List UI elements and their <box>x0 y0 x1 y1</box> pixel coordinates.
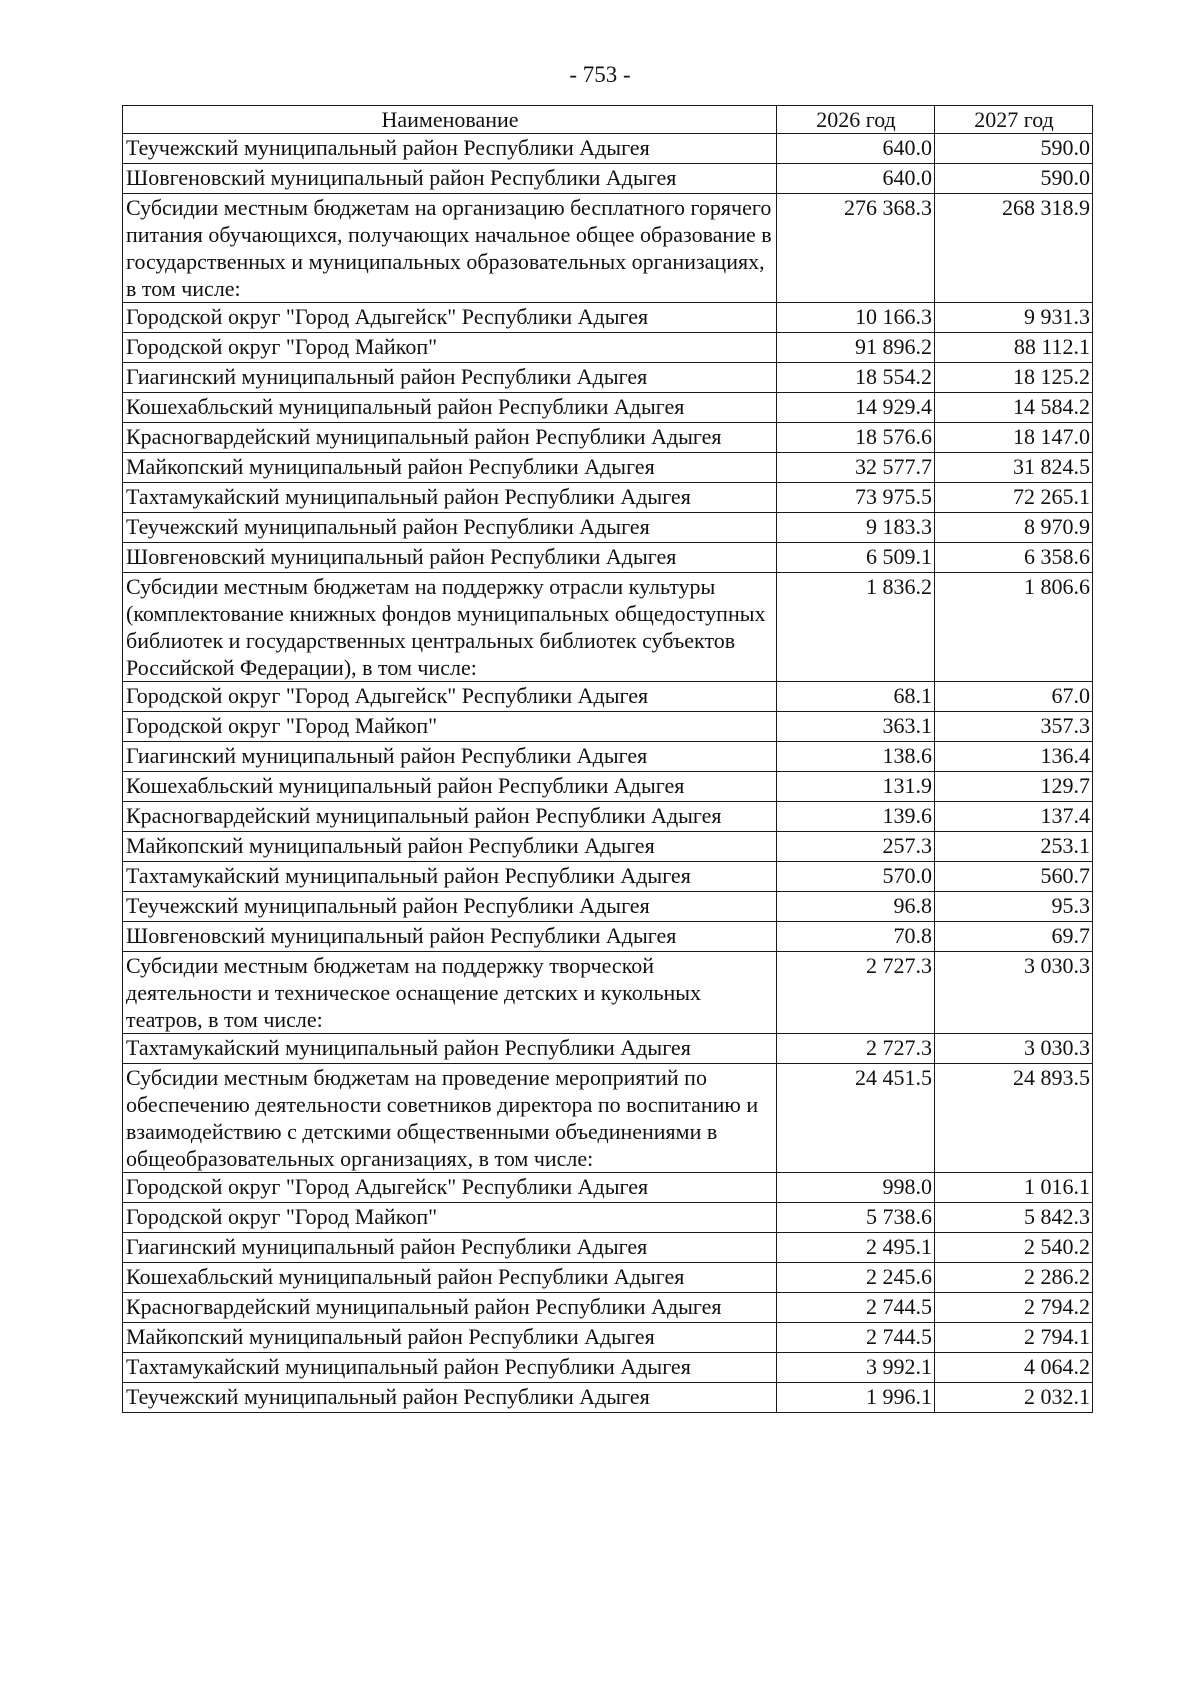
table-row <box>123 1233 1093 1263</box>
row-value-2027: 2 286.2 <box>935 1263 1093 1293</box>
row-value-2026: 570.0 <box>777 862 935 892</box>
row-name: Тахтамукайский муниципальный район Республики Адыгея <box>123 483 777 513</box>
row-value-2027: 72 265.1 <box>935 483 1093 513</box>
table-row <box>123 393 1093 423</box>
table-row <box>123 952 1093 1034</box>
table-row <box>123 1034 1093 1064</box>
row-name: Городской округ "Город Адыгейск" Республики Адыгея <box>123 303 777 333</box>
row-value-2026: 9 183.3 <box>777 513 935 543</box>
row-value-2027: 14 584.2 <box>935 393 1093 423</box>
row-name: Субсидии местным бюджетам на поддержку творческой деятельности и техническое оснащение детских и кукольных театров, в том числе: <box>123 952 777 1034</box>
row-name: Кошехабльский муниципальный район Республики Адыгея <box>123 772 777 802</box>
row-name: Субсидии местным бюджетам на поддержку отрасли культуры (комплектование книжных фондов муниципальных общедоступных библиотек и государственных центральных библиотек субъектов Российской Федерации), в том числе: <box>123 573 777 682</box>
row-value-2026: 363.1 <box>777 712 935 742</box>
table-row <box>123 832 1093 862</box>
row-value-2026: 139.6 <box>777 802 935 832</box>
row-name: Майкопский муниципальный район Республики Адыгея <box>123 1323 777 1353</box>
row-value-2027: 24 893.5 <box>935 1064 1093 1173</box>
row-value-2027: 590.0 <box>935 164 1093 194</box>
row-value-2026: 2 727.3 <box>777 952 935 1034</box>
row-value-2026: 257.3 <box>777 832 935 862</box>
column-header-2026: 2026 год <box>777 106 935 134</box>
row-value-2027: 69.7 <box>935 922 1093 952</box>
table-row <box>123 922 1093 952</box>
table-row <box>123 862 1093 892</box>
row-value-2026: 2 744.5 <box>777 1293 935 1323</box>
row-name: Гиагинский муниципальный район Республики Адыгея <box>123 1233 777 1263</box>
table-row <box>123 742 1093 772</box>
row-value-2026: 2 495.1 <box>777 1233 935 1263</box>
row-value-2027: 357.3 <box>935 712 1093 742</box>
row-value-2027: 31 824.5 <box>935 453 1093 483</box>
row-value-2026: 276 368.3 <box>777 194 935 303</box>
row-value-2027: 560.7 <box>935 862 1093 892</box>
table-row <box>123 194 1093 303</box>
row-name: Городской округ "Город Майкоп" <box>123 1203 777 1233</box>
row-value-2026: 640.0 <box>777 134 935 164</box>
row-value-2027: 4 064.2 <box>935 1353 1093 1383</box>
row-name: Городской округ "Город Адыгейск" Республики Адыгея <box>123 1173 777 1203</box>
table-row <box>123 573 1093 682</box>
row-name: Тахтамукайский муниципальный район Республики Адыгея <box>123 1034 777 1064</box>
row-value-2027: 67.0 <box>935 682 1093 712</box>
row-name: Кошехабльский муниципальный район Республики Адыгея <box>123 393 777 423</box>
row-value-2027: 253.1 <box>935 832 1093 862</box>
table-row <box>123 1064 1093 1173</box>
table-row <box>123 1203 1093 1233</box>
table-header <box>123 106 1093 134</box>
row-value-2027: 95.3 <box>935 892 1093 922</box>
row-value-2027: 268 318.9 <box>935 194 1093 303</box>
row-value-2027: 2 032.1 <box>935 1383 1093 1413</box>
table-row <box>123 1173 1093 1203</box>
table-row <box>123 1263 1093 1293</box>
table-row <box>123 1383 1093 1413</box>
row-value-2027: 3 030.3 <box>935 1034 1093 1064</box>
row-name: Шовгеновский муниципальный район Республики Адыгея <box>123 164 777 194</box>
table-row <box>123 802 1093 832</box>
column-header-2027: 2027 год <box>935 106 1093 134</box>
row-value-2026: 91 896.2 <box>777 333 935 363</box>
row-value-2026: 138.6 <box>777 742 935 772</box>
row-value-2026: 32 577.7 <box>777 453 935 483</box>
row-value-2027: 2 794.1 <box>935 1323 1093 1353</box>
row-name: Майкопский муниципальный район Республики Адыгея <box>123 453 777 483</box>
table-row <box>123 333 1093 363</box>
row-name: Теучежский муниципальный район Республики Адыгея <box>123 1383 777 1413</box>
row-name: Шовгеновский муниципальный район Республики Адыгея <box>123 543 777 573</box>
table-row <box>123 1353 1093 1383</box>
row-name: Шовгеновский муниципальный район Республики Адыгея <box>123 922 777 952</box>
row-name: Красногвардейский муниципальный район Республики Адыгея <box>123 802 777 832</box>
row-name: Гиагинский муниципальный район Республики Адыгея <box>123 363 777 393</box>
table-row <box>123 513 1093 543</box>
row-value-2026: 2 727.3 <box>777 1034 935 1064</box>
row-value-2027: 1 016.1 <box>935 1173 1093 1203</box>
row-value-2027: 18 147.0 <box>935 423 1093 453</box>
row-value-2026: 998.0 <box>777 1173 935 1203</box>
row-name: Городской округ "Город Майкоп" <box>123 333 777 363</box>
row-value-2026: 6 509.1 <box>777 543 935 573</box>
row-value-2026: 1 836.2 <box>777 573 935 682</box>
table-body <box>123 134 1093 1413</box>
row-name: Тахтамукайский муниципальный район Республики Адыгея <box>123 1353 777 1383</box>
row-name: Гиагинский муниципальный район Республики Адыгея <box>123 742 777 772</box>
page-number: - 753 - <box>569 62 631 87</box>
table-row <box>123 363 1093 393</box>
row-name: Теучежский муниципальный район Республики Адыгея <box>123 513 777 543</box>
row-value-2027: 9 931.3 <box>935 303 1093 333</box>
row-value-2027: 136.4 <box>935 742 1093 772</box>
table-row <box>123 483 1093 513</box>
row-value-2026: 1 996.1 <box>777 1383 935 1413</box>
row-value-2027: 137.4 <box>935 802 1093 832</box>
row-value-2026: 73 975.5 <box>777 483 935 513</box>
budget-table <box>122 105 1093 1413</box>
row-value-2027: 18 125.2 <box>935 363 1093 393</box>
row-name: Теучежский муниципальный район Республики Адыгея <box>123 134 777 164</box>
row-name: Субсидии местным бюджетам на организацию бесплатного горячего питания обучающихся, получающих начальное общее образование в государственных и муниципальных образовательных организациях, в том числе: <box>123 194 777 303</box>
row-value-2027: 3 030.3 <box>935 952 1093 1034</box>
table-row <box>123 453 1093 483</box>
table-row <box>123 543 1093 573</box>
row-value-2026: 3 992.1 <box>777 1353 935 1383</box>
row-value-2026: 18 554.2 <box>777 363 935 393</box>
row-value-2026: 70.8 <box>777 922 935 952</box>
row-value-2026: 24 451.5 <box>777 1064 935 1173</box>
row-name: Тахтамукайский муниципальный район Республики Адыгея <box>123 862 777 892</box>
row-value-2027: 88 112.1 <box>935 333 1093 363</box>
row-value-2026: 640.0 <box>777 164 935 194</box>
row-value-2026: 10 166.3 <box>777 303 935 333</box>
row-value-2027: 6 358.6 <box>935 543 1093 573</box>
row-value-2027: 129.7 <box>935 772 1093 802</box>
row-name: Городской округ "Город Майкоп" <box>123 712 777 742</box>
row-value-2026: 2 245.6 <box>777 1263 935 1293</box>
row-value-2026: 68.1 <box>777 682 935 712</box>
table-row <box>123 164 1093 194</box>
table-row <box>123 423 1093 453</box>
row-value-2027: 590.0 <box>935 134 1093 164</box>
row-value-2026: 131.9 <box>777 772 935 802</box>
table-row <box>123 134 1093 164</box>
row-name: Городской округ "Город Адыгейск" Республики Адыгея <box>123 682 777 712</box>
row-value-2026: 2 744.5 <box>777 1323 935 1353</box>
table-row <box>123 712 1093 742</box>
table-row <box>123 892 1093 922</box>
table-row <box>123 682 1093 712</box>
row-value-2027: 1 806.6 <box>935 573 1093 682</box>
row-name: Майкопский муниципальный район Республики Адыгея <box>123 832 777 862</box>
table-row <box>123 303 1093 333</box>
table-row <box>123 1323 1093 1353</box>
row-value-2026: 5 738.6 <box>777 1203 935 1233</box>
row-value-2027: 8 970.9 <box>935 513 1093 543</box>
column-header-name: Наименование <box>123 106 777 134</box>
row-value-2027: 5 842.3 <box>935 1203 1093 1233</box>
row-value-2027: 2 794.2 <box>935 1293 1093 1323</box>
row-name: Красногвардейский муниципальный район Республики Адыгея <box>123 423 777 453</box>
table-row <box>123 772 1093 802</box>
row-value-2027: 2 540.2 <box>935 1233 1093 1263</box>
row-name: Теучежский муниципальный район Республики Адыгея <box>123 892 777 922</box>
row-value-2026: 14 929.4 <box>777 393 935 423</box>
row-name: Кошехабльский муниципальный район Республики Адыгея <box>123 1263 777 1293</box>
row-name: Красногвардейский муниципальный район Республики Адыгея <box>123 1293 777 1323</box>
row-value-2026: 18 576.6 <box>777 423 935 453</box>
row-name: Субсидии местным бюджетам на проведение мероприятий по обеспечению деятельности советников директора по воспитанию и взаимодействию с детскими общественными объединениями в общеобразовательных организациях, в том числе: <box>123 1064 777 1173</box>
row-value-2026: 96.8 <box>777 892 935 922</box>
table-row <box>123 1293 1093 1323</box>
